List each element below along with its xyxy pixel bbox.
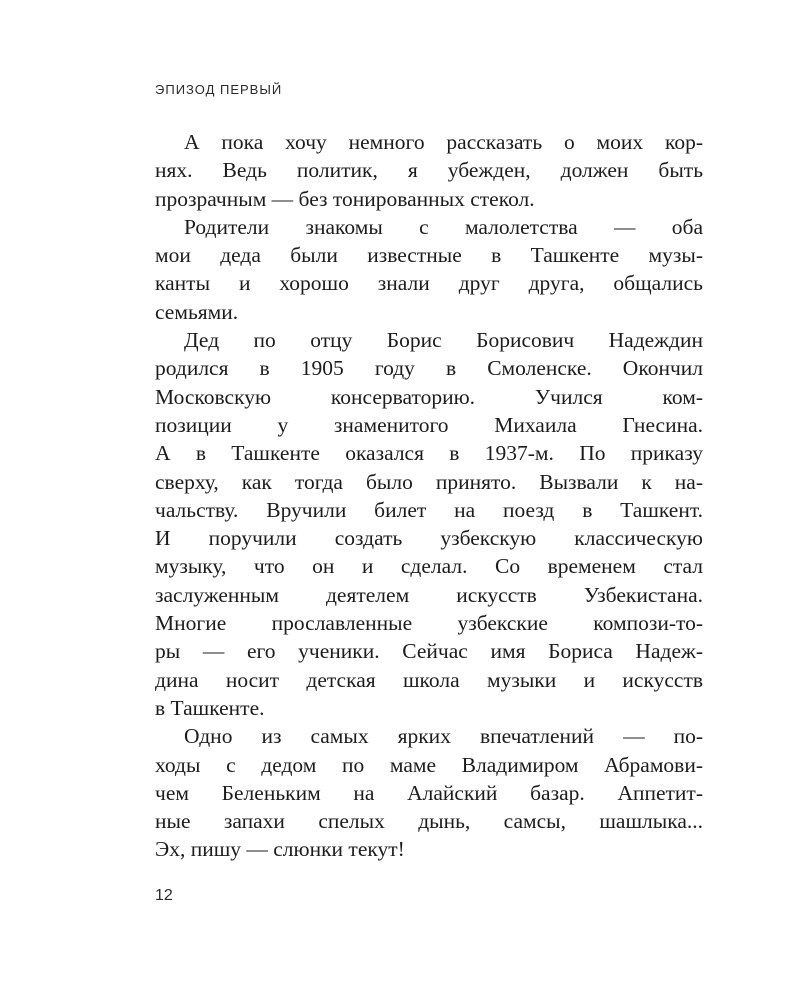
text-line: заслуженным деятелем искусств Узбекистана.	[155, 582, 703, 607]
text-line: Эх, пишу — слюнки текут!	[155, 837, 405, 862]
text-line: Родители знакомы с малолетства — оба	[184, 214, 703, 239]
running-head: ЭПИЗОД ПЕРВЫЙ	[155, 82, 283, 97]
page-number: 12	[155, 887, 173, 904]
paragraph	[155, 326, 703, 722]
paragraph	[155, 722, 703, 863]
text-line: в Ташкенте.	[155, 695, 265, 720]
text-line: канты и хорошо знали друг друга, общались	[155, 271, 703, 296]
text-line: семьями.	[155, 299, 239, 324]
text-line: музыку, что он и сделал. Со временем стал	[155, 554, 703, 579]
text-line: ходы с дедом по маме Владимиром Абрамови-	[155, 752, 703, 777]
text-line: Московскую консерваторию. Учился ком-	[155, 384, 703, 409]
text-line: И поручили создать узбекскую классическую	[155, 526, 703, 551]
text-line: прозрачным — без тонированных стекол.	[155, 186, 535, 211]
text-line: дина носит детская школа музыки и искусств	[155, 667, 703, 692]
text-line: нях. Ведь политик, я убежден, должен быть	[155, 158, 703, 183]
text-line: мои деда были известные в Ташкенте музы-	[155, 243, 703, 268]
text-line: чальству. Вручили билет на поезд в Ташкент.	[155, 497, 703, 522]
paragraph	[155, 128, 703, 213]
text-line: чем Беленьким на Алайский базар. Аппетит-	[155, 780, 703, 805]
body-text	[155, 128, 703, 864]
text-line: ные запахи спелых дынь, самсы, шашлыка...	[155, 809, 703, 834]
paragraph	[155, 213, 703, 326]
text-line: родился в 1905 году в Смоленске. Окончил	[155, 356, 703, 381]
text-line: А в Ташкенте оказался в 1937-м. По приказу	[155, 441, 703, 466]
text-line: Одно из самых ярких впечатлений — по-	[184, 724, 703, 749]
text-line: ры — его ученики. Сейчас имя Бориса Надеж-	[155, 639, 703, 664]
text-line: Дед по отцу Борис Борисович Надеждин	[184, 328, 703, 353]
text-line: сверху, как тогда было принято. Вызвали к на-	[155, 469, 703, 494]
text-line: позиции у знаменитого Михаила Гнесина.	[155, 412, 703, 437]
text-line: А пока хочу немного рассказать о моих кор-	[184, 130, 703, 154]
text-line: Многие прославленные узбекские компози-то-	[155, 611, 703, 636]
